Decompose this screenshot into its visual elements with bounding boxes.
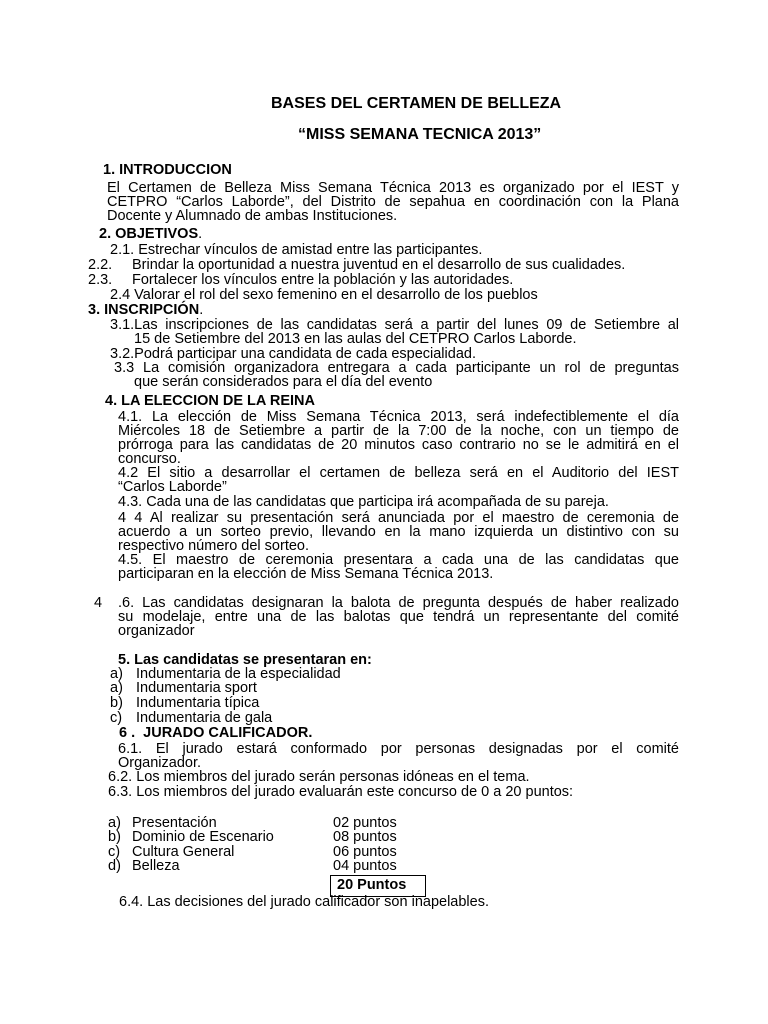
- objective-2-3-number: 2.3.: [88, 272, 113, 288]
- section-1-line-2: CETPRO “Carlos Laborde”, del Distrito de sepahua en coordinación con la Plana: [107, 194, 679, 210]
- criteria-letter: a): [108, 815, 121, 831]
- attire-letter: a): [110, 680, 123, 696]
- objective-2-2: Brindar la oportunidad a nuestra juventud en el desarrollo de sus cualidades.: [132, 257, 626, 273]
- criteria-points: 06 puntos: [333, 844, 397, 860]
- jury-6-1-line-2: Organizador.: [118, 755, 202, 771]
- election-4-1-line-2: Miércoles 18 de Setiembre a partir de la 7:00 de la noche, con un tiempo de: [118, 423, 679, 439]
- attire-text: Indumentaria de gala: [136, 710, 273, 726]
- attire-item: [110, 681, 257, 696]
- election-4-6-number: 4: [94, 595, 103, 611]
- election-4-1-line-1: 4.1. La elección de Miss Semana Técnica 2013, será indefectiblemente el día: [118, 409, 679, 425]
- election-4-5-line-2: participaran en la elección de Miss Semana Técnica 2013.: [118, 566, 494, 582]
- attire-letter: c): [110, 710, 123, 726]
- criteria-letter: b): [108, 829, 121, 845]
- criteria-name: Belleza: [132, 858, 180, 874]
- attire-letter: b): [110, 695, 123, 711]
- attire-item: [110, 711, 272, 726]
- attire-text: Indumentaria de la especialidad: [136, 666, 341, 682]
- jury-6-4: 6.4. Las decisiones del jurado calificador son inapelables.: [119, 894, 489, 910]
- election-4-5-line-1: 4.5. El maestro de ceremonia presentara a cada una de las candidatas que: [118, 552, 679, 568]
- criteria-name: Dominio de Escenario: [132, 829, 274, 845]
- inscription-3-1-line-1: 3.1.Las inscripciones de las candidatas será a partir del lunes 09 de Setiembre al: [110, 317, 679, 333]
- criteria-letter: c): [108, 844, 121, 860]
- section-6-heading: 6 . JURADO CALIFICADOR.: [119, 725, 313, 741]
- criteria-row: [108, 830, 397, 845]
- objective-2-4: 2.4 Valorar el rol del sexo femenino en el desarrollo de los pueblos: [110, 287, 538, 303]
- inscription-3-2: 3.2.Podrá participar una candidata de cada especialidad.: [110, 346, 476, 362]
- total-points-box: 20 Puntos: [330, 875, 426, 897]
- section-3-heading-row: [88, 303, 203, 318]
- election-4-4-line-3: respectivo número del sorteo.: [118, 538, 310, 554]
- inscription-3-3-line-1: 3.3 La comisión organizadora entregara a cada participante un rol de preguntas: [114, 360, 679, 376]
- criteria-letter: d): [108, 858, 121, 874]
- inscription-3-1-line-2: 15 de Setiembre del 2013 en las aulas del CETPRO Carlos Laborde.: [134, 331, 577, 347]
- election-4-4-line-2: acuerdo a un sorteo previo, llevando en la mano izquierda un distintivo con su: [118, 524, 679, 540]
- election-4-4-line-1: 4 4 Al realizar su presentación será anunciada por el maestro de ceremonia de: [118, 510, 679, 526]
- jury-6-1-line-1: 6.1. El jurado estará conformado por personas designadas por el comité: [118, 741, 679, 757]
- criteria-row: [108, 859, 397, 874]
- election-4-2-line-1: 4.2 El sitio a desarrollar el certamen de belleza será en el Auditorio del IEST: [118, 465, 679, 481]
- election-4-1-line-3: prórroga para las candidatas de 20 minutos caso contrario no se le admitirá en el: [118, 437, 679, 453]
- election-4-1-line-4: concurso.: [118, 451, 181, 467]
- section-1-line-1: El Certamen de Belleza Miss Semana Técnica 2013 es organizado por el IEST y: [107, 180, 679, 196]
- objective-2-1: 2.1. Estrechar vínculos de amistad entre las participantes.: [110, 242, 483, 258]
- election-4-6-line-1: .6. Las candidatas designaran la balota de pregunta después de haber realizado: [118, 595, 679, 611]
- criteria-name: Presentación: [132, 815, 217, 831]
- criteria-points: 04 puntos: [333, 858, 397, 874]
- section-1-line-3: Docente y Alumnado de ambas Instituciones.: [107, 208, 398, 224]
- attire-text: Indumentaria sport: [136, 680, 257, 696]
- election-4-2-line-2: “Carlos Laborde”: [118, 479, 227, 495]
- document-subtitle: “MISS SEMANA TECNICA 2013”: [298, 126, 542, 143]
- attire-item: [110, 696, 259, 711]
- objective-2-3: Fortalecer los vínculos entre la población y las autoridades.: [132, 272, 514, 288]
- election-4-3: 4.3. Cada una de las candidatas que participa irá acompañada de su pareja.: [118, 494, 609, 510]
- attire-letter: a): [110, 666, 123, 682]
- section-1-heading: 1. INTRODUCCION: [103, 162, 232, 178]
- criteria-points: 08 puntos: [333, 829, 397, 845]
- election-4-6-line-3: organizador: [118, 623, 195, 639]
- section-2-heading: 2. OBJETIVOS: [99, 226, 199, 242]
- election-4-6-line-2: su modelaje, entre una de las balotas que tendrá un representante del comité: [118, 609, 679, 625]
- section-4-heading: 4. LA ELECCION DE LA REINA: [105, 393, 315, 409]
- section-5-heading: 5. Las candidatas se presentaran en:: [118, 652, 372, 668]
- objective-2-2-number: 2.2.: [88, 257, 113, 273]
- attire-text: Indumentaria típica: [136, 695, 260, 711]
- document-title: BASES DEL CERTAMEN DE BELLEZA: [271, 95, 562, 112]
- section-2-heading-dot: .: [198, 226, 203, 242]
- jury-6-3: 6.3. Los miembros del jurado evaluarán este concurso de 0 a 20 puntos:: [108, 784, 574, 800]
- section-2-heading-row: [99, 227, 202, 242]
- criteria-points: 02 puntos: [333, 815, 397, 831]
- jury-6-2: 6.2. Los miembros del jurado serán personas idóneas en el tema.: [108, 769, 530, 785]
- criteria-name: Cultura General: [132, 844, 235, 860]
- section-3-heading: 3. INSCRIPCIÓN: [88, 302, 200, 318]
- inscription-3-3-line-2: que serán considerados para el día del evento: [134, 374, 433, 390]
- section-3-heading-dot: .: [199, 302, 204, 318]
